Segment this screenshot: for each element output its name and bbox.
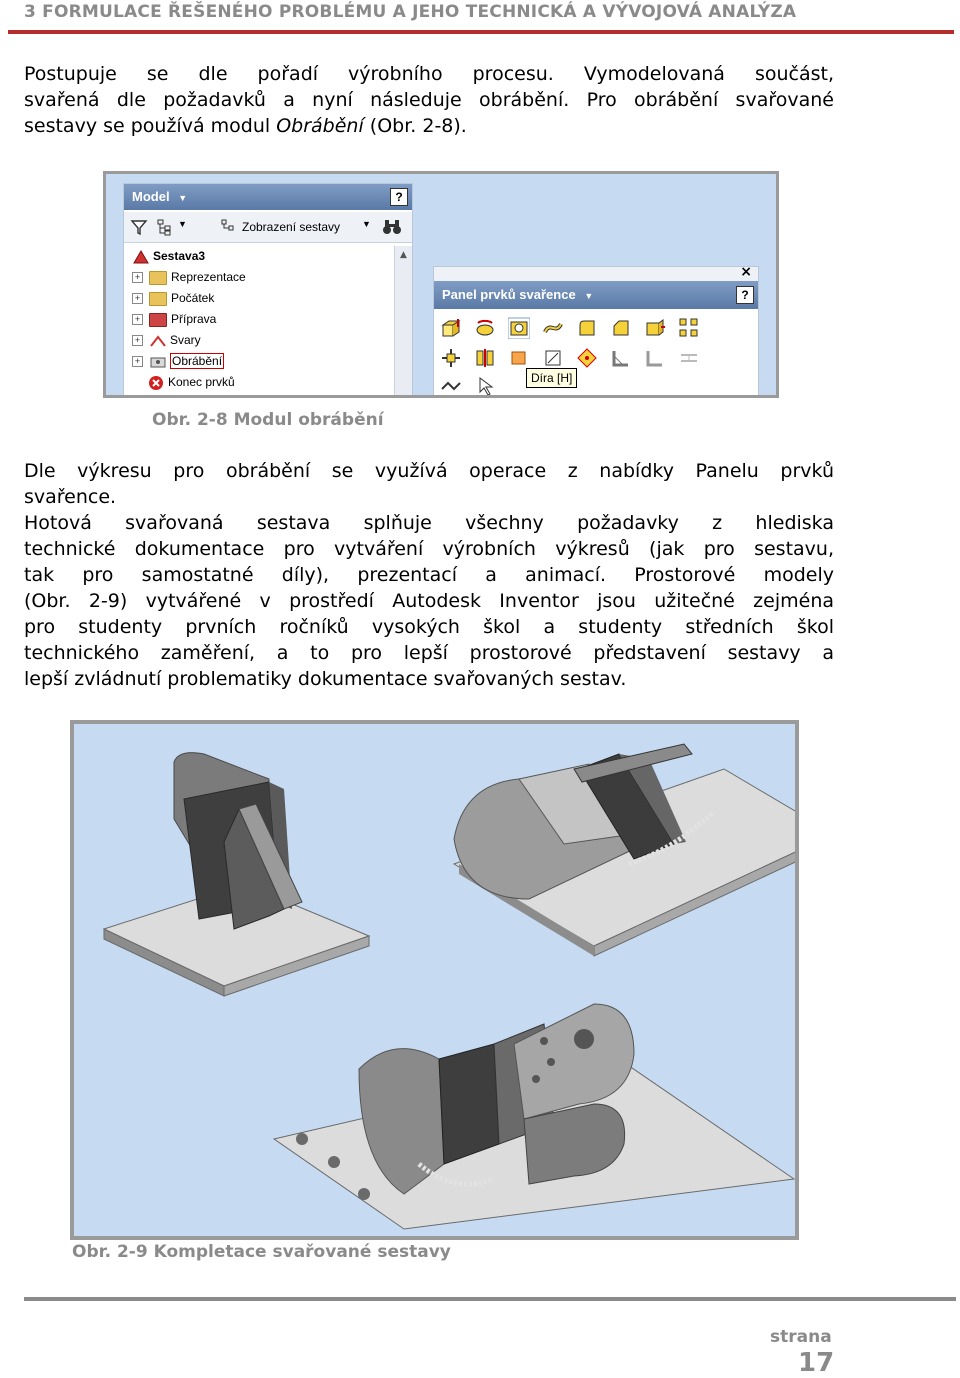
chevron-down-icon: ▼: [178, 193, 188, 203]
weld-panel-title: Panel prvků svařence: [442, 287, 576, 302]
move-icon[interactable]: [440, 347, 462, 369]
assembly-render-front: [104, 753, 369, 996]
extrude-icon[interactable]: [440, 317, 462, 339]
paragraph-line: technického zaměření, a to pro lepší prostorové představení sestavy a: [24, 642, 834, 664]
folder-icon: [149, 271, 167, 285]
weld-panel-title-bar[interactable]: [434, 281, 758, 309]
module-name: Obrábění: [276, 115, 364, 137]
paragraph-line: lepší zvládnutí problematiky dokumentace svařovaných sestav.: [24, 668, 627, 690]
expand-icon[interactable]: +: [132, 335, 143, 346]
panel-grip[interactable]: [434, 267, 758, 281]
paragraph-line: tak pro samostatné díly), prezentací a animací. Prostorové modely: [24, 564, 834, 586]
select-icon[interactable]: [474, 375, 496, 397]
folder-icon: [149, 292, 167, 306]
binoculars-icon[interactable]: [382, 218, 402, 236]
preparation-icon: [149, 313, 167, 327]
intro-line-2: svařená dle požadavků a nyní následuje obrábění. Pro obrábění svařované: [24, 89, 834, 111]
fillet-weld-icon[interactable]: [610, 347, 632, 369]
intro-line-1: Postupuje se dle pořadí výrobního procesu. Vymodelovaná součást,: [24, 63, 834, 85]
weldment-features-panel: [433, 266, 759, 397]
revolve-icon[interactable]: [474, 317, 496, 339]
hole-tooltip: Díra [H]: [526, 368, 577, 388]
footer-rule: [24, 1297, 956, 1301]
machining-icon: [149, 355, 167, 369]
fillet-icon[interactable]: [576, 317, 598, 339]
model-panel-title: Model: [132, 189, 170, 204]
thread-icon[interactable]: [440, 375, 462, 397]
assembly-render-bottom: [274, 1004, 794, 1229]
paragraph-line: Hotová svařovaná sestava splňuje všechny požadavky z hlediska: [24, 512, 834, 534]
tree-item-label: Příprava: [171, 312, 217, 326]
pattern-icon[interactable]: [678, 317, 700, 339]
tree-item-preparation[interactable]: [132, 309, 216, 329]
filter-icon[interactable]: [130, 218, 148, 236]
tree-item-representation[interactable]: [132, 267, 246, 287]
tree-item-label: Reprezentace: [171, 270, 246, 284]
sweep-icon[interactable]: [542, 317, 564, 339]
sketch-icon[interactable]: [542, 347, 564, 369]
scroll-up-icon[interactable]: ▲: [400, 250, 407, 260]
expand-icon[interactable]: +: [132, 314, 143, 325]
tree-item-label: Konec prvků: [168, 375, 235, 389]
tree-item-origin[interactable]: [132, 288, 214, 308]
figure-caption: Obr. 2-8 Modul obrábění: [152, 410, 384, 430]
assembly-view-icon: [220, 218, 238, 236]
weld-assembly-renders: [74, 724, 795, 1236]
tree-item-label: Počátek: [171, 291, 215, 305]
model-tree: [124, 246, 394, 396]
tree-view-icon[interactable]: [156, 218, 174, 236]
paragraph-line: technické dokumentace pro vytváření výrobních výkresů (jak pro sestavu,: [24, 538, 834, 560]
help-icon[interactable]: ?: [390, 188, 408, 206]
paragraph-documentation: [24, 510, 834, 692]
assembly-view-dropdown[interactable]: Zobrazení sestavy: [242, 220, 341, 234]
model-browser-panel: [123, 183, 413, 397]
model-toolbar: [124, 212, 412, 243]
split-icon[interactable]: [474, 347, 496, 369]
paragraph-line: (Obr. 2-9) vytvářené v prostředí Autodesk Inventor jsou užitečné zejména: [24, 590, 834, 612]
help-icon[interactable]: ?: [736, 286, 754, 304]
intro-line-3-pre: sestavy se používá modul: [24, 115, 277, 137]
mirror-icon[interactable]: [644, 317, 666, 339]
hole-icon[interactable]: [508, 317, 530, 339]
page-number: 17: [798, 1348, 835, 1378]
paragraph-line: pro studenty prvních ročníků vysokých škol a studenty středních škol: [24, 616, 834, 638]
figure-weld-assembly: [70, 720, 799, 1240]
tree-item-label: Obrábění: [172, 354, 223, 368]
paragraph-operation: [24, 458, 834, 510]
chevron-down-icon[interactable]: ▼: [178, 219, 187, 229]
groove-weld-icon[interactable]: [644, 347, 666, 369]
intro-paragraph: [24, 61, 834, 139]
tree-item-welds[interactable]: [132, 330, 201, 350]
tree-item-assembly[interactable]: [132, 246, 205, 266]
close-icon[interactable]: ×: [740, 266, 752, 280]
cosmetic-weld-icon[interactable]: [678, 347, 700, 369]
intro-line-3-post: (Obr. 2-8).: [363, 115, 467, 137]
paragraph-line: Dle výkresu pro obrábění se využívá operace z nabídky Panelu prvků: [24, 460, 834, 482]
model-panel-title-bar[interactable]: [124, 184, 412, 210]
page-label: strana: [770, 1327, 832, 1347]
header-rule: [8, 30, 954, 34]
expand-icon[interactable]: +: [132, 356, 143, 367]
weld-icon: [149, 334, 167, 348]
assembly-icon: [132, 249, 150, 265]
chapter-header: 3 FORMULACE ŘEŠENÉHO PROBLÉMU A JEHO TECHNICKÁ A VÝVOJOVÁ ANALÝZA: [24, 2, 797, 22]
expand-icon[interactable]: +: [132, 272, 143, 283]
tree-item-label: Sestava3: [153, 249, 206, 263]
tree-scrollbar[interactable]: [394, 246, 412, 396]
chevron-down-icon: ▼: [584, 291, 594, 301]
intro-line-3: [24, 113, 834, 139]
assembly-render-rear: [454, 744, 795, 956]
figure-caption: Obr. 2-9 Kompletace svařované sestavy: [72, 1242, 451, 1262]
figure-machining-module: [103, 171, 779, 398]
stop-icon: [148, 375, 164, 391]
paragraph-line: svařence.: [24, 486, 117, 508]
tree-item-label: Svary: [170, 333, 201, 347]
tree-item-machining[interactable]: [132, 351, 224, 371]
chamfer-icon[interactable]: [610, 317, 632, 339]
work-point-icon[interactable]: [576, 347, 598, 369]
expand-icon[interactable]: +: [132, 293, 143, 304]
chevron-down-icon[interactable]: ▼: [362, 219, 371, 229]
tree-item-end-of-features[interactable]: [132, 372, 235, 392]
work-plane-icon[interactable]: [508, 347, 530, 369]
